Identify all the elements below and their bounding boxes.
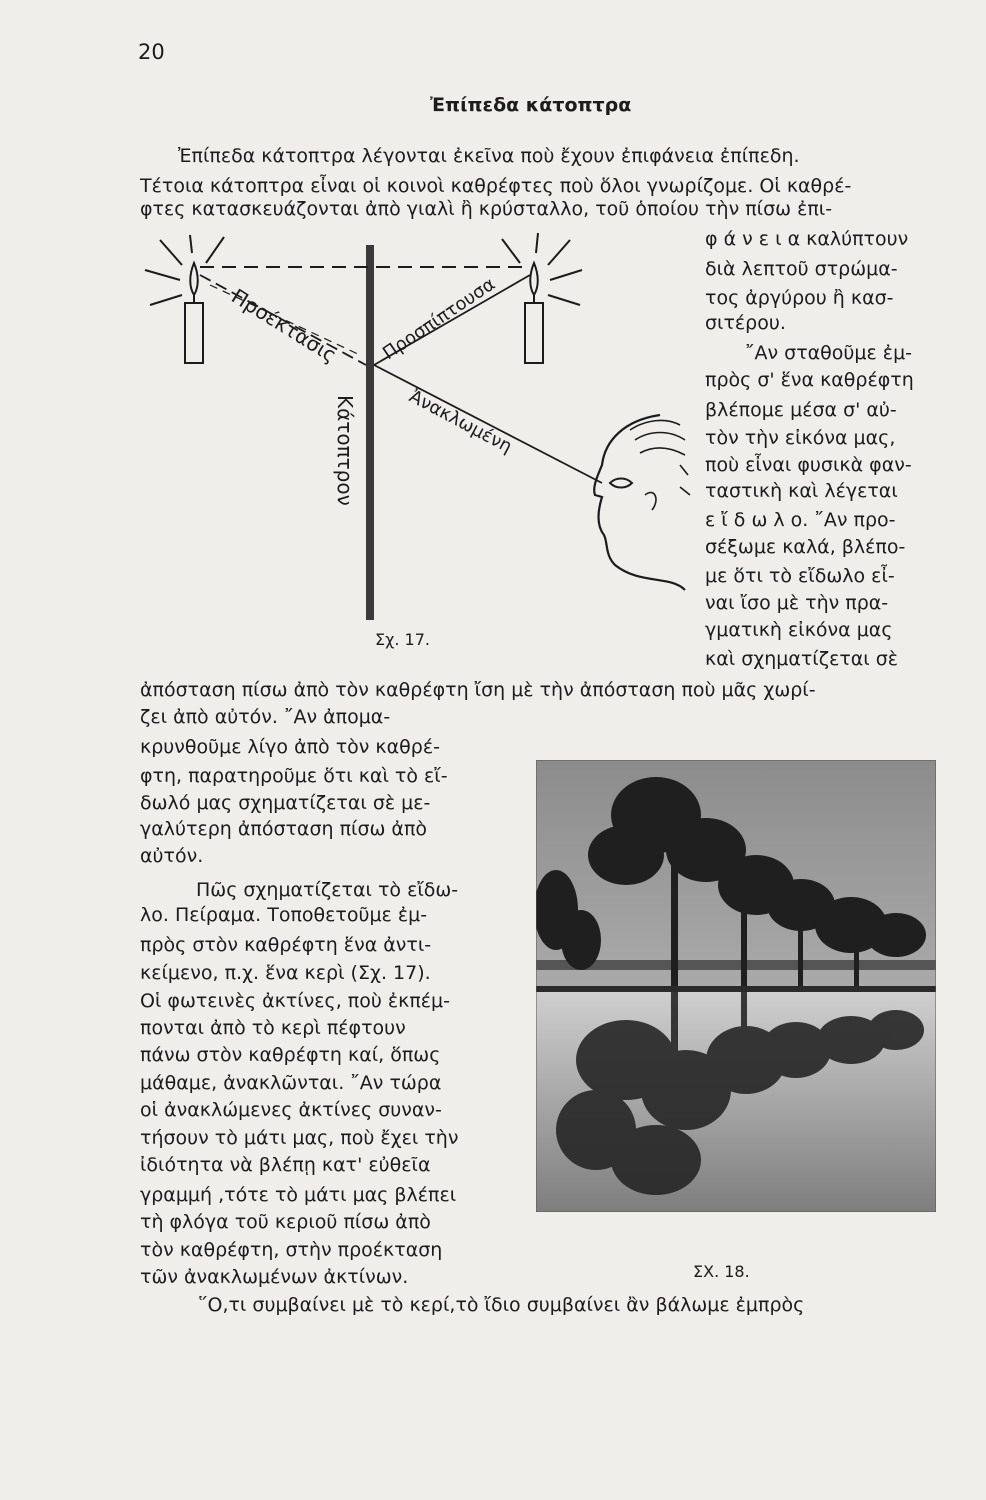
text-line: ναι ἴσο μὲ τὴν πρα- (705, 592, 889, 614)
text-line: τος ἀργύρου ἢ κασ- (705, 287, 894, 309)
hair-icon (630, 420, 685, 455)
text-line: λο. Πείραμα. Τοποθετοῦμε ἐμ- (140, 904, 428, 926)
reflected-label: Ἀνακλωμένη (405, 385, 516, 458)
figure-18-photo (536, 760, 936, 1212)
text-line: διὰ λεπτοῦ στρώμα- (705, 258, 898, 280)
incident-label: Προσπίπτουσα (379, 273, 500, 365)
figure-18-caption: ΣΧ. 18. (693, 1262, 750, 1281)
candle-rays-icon (502, 233, 582, 305)
candle-icon (525, 303, 543, 363)
text-line: κείμενο, π.χ. ἕνα κερὶ (Σχ. 17). (140, 962, 431, 984)
text-line: φτη, παρατηροῦμε ὅτι καὶ τὸ εἴ- (140, 765, 448, 787)
text-line: ποὺ εἶναι φυσικὰ φαν- (705, 454, 912, 476)
text-line: τήσουν τὸ μάτι μας, ποὺ ἔχει τὴν (140, 1127, 459, 1149)
text-line: οἱ ἀνακλώμενες ἀκτίνες συναν- (140, 1099, 442, 1121)
text-line: γαλύτερη ἀπόσταση πίσω ἀπὸ (140, 818, 428, 840)
text-line: φ ά ν ε ι α καλύπτουν (705, 228, 909, 250)
text-line: βλέπομε μέσα σ' αὐ- (705, 399, 897, 421)
virtual-rays-icon (145, 235, 224, 305)
text-line: ζει ἀπὸ αὐτόν. ῎Αν ἀπομα- (140, 706, 391, 728)
text-line: τὸν καθρέφτη, στὴν προέκταση (140, 1239, 443, 1261)
text-line: δωλό μας σχηματίζεται σὲ με- (140, 792, 431, 814)
text-line: γματικὴ εἰκόνα μας (705, 619, 893, 641)
text-line: ε ἴ δ ω λ ο. ῎Αν προ- (705, 509, 896, 531)
text-line: τὴ φλόγα τοῦ κεριοῦ πίσω ἀπὸ (140, 1211, 431, 1233)
text-line: κρυνθοῦμε λίγο ἀπὸ τὸν καθρέ- (140, 736, 440, 758)
text-line: ῎Αν σταθοῦμε ἐμ- (745, 342, 913, 364)
text-line: γραμμή ,τότε τὸ μάτι μας βλέπει (140, 1184, 457, 1206)
face-profile-icon (594, 415, 685, 590)
extension-label: Προέκτασις (227, 283, 341, 368)
eye-icon (610, 479, 632, 488)
text-line: Οἱ φωτεινὲς ἀκτίνες, ποὺ ἐκπέμ- (140, 990, 451, 1012)
mirror (366, 245, 374, 620)
text-line: πονται ἀπὸ τὸ κερὶ πέφτουν (140, 1017, 406, 1039)
text-line: ῞Ο,τι συμβαίνει μὲ τὸ κερί,τὸ ἴδιο συμβαίνει ἂν βάλωμε ἐμπρὸς (198, 1294, 805, 1316)
text-line: σέξωμε καλά, βλέπο- (705, 536, 906, 558)
mirror-label: Κάτοπτρον (333, 395, 357, 506)
text-line: πρὸς σ' ἕνα καθρέφτη (705, 369, 914, 391)
flame-icon (530, 263, 538, 295)
text-line: καὶ σχηματίζεται σὲ (705, 648, 899, 670)
figure-17-diagram (140, 225, 700, 640)
virtual-flame-icon (190, 263, 198, 295)
page-number: 20 (138, 40, 165, 64)
virtual-candle-icon (185, 303, 203, 363)
text-line: ἰδιότητα νὰ βλέπῃ κατ' εὐθεῖα (140, 1154, 431, 1176)
text-line: πάνω στὸν καθρέφτη καί, ὅπως (140, 1044, 441, 1066)
text-line: σιτέρου. (705, 312, 786, 334)
text-line: Ἐπίπεδα κάτοπτρα λέγονται ἐκεῖνα ποὺ ἔχουν ἐπιφάνεια ἐπίπεδη. (178, 145, 800, 167)
text-line: τῶν ἀνακλωμένων ἀκτίνων. (140, 1266, 409, 1288)
section-title: Ἐπίπεδα κάτοπτρα (430, 94, 632, 116)
text-line: μάθαμε, ἀνακλῶνται. ῎Αν τώρα (140, 1072, 442, 1094)
figure-17-caption: Σχ. 17. (375, 630, 430, 649)
text-line: τὸν τὴν εἰκόνα μας, (705, 427, 896, 449)
text-line: Τέτοια κάτοπτρα εἶναι οἱ κοινοὶ καθρέφτες ποὺ ὅλοι γνωρίζομε. Οἱ καθρέ- (140, 175, 852, 197)
text-line: αὐτόν. (140, 845, 204, 867)
text-line: με ὅτι τὸ εἴδωλο εἶ- (705, 565, 895, 587)
text-line: πρὸς στὸν καθρέφτη ἕνα ἀντι- (140, 934, 432, 956)
text-line: φτες κατασκευάζονται ἀπὸ γιαλὶ ἢ κρύσταλλο, τοῦ ὁποίου τὴν πίσω ἐπι- (140, 198, 833, 220)
text-line: ταστικὴ καὶ λέγεται (705, 480, 898, 502)
text-line: Πῶς σχηματίζεται τὸ εἴδω- (196, 879, 459, 901)
text-line: ἀπόσταση πίσω ἀπὸ τὸν καθρέφτη ἴση μὲ τὴν ἀπόσταση ποὺ μᾶς χωρί- (140, 679, 816, 701)
